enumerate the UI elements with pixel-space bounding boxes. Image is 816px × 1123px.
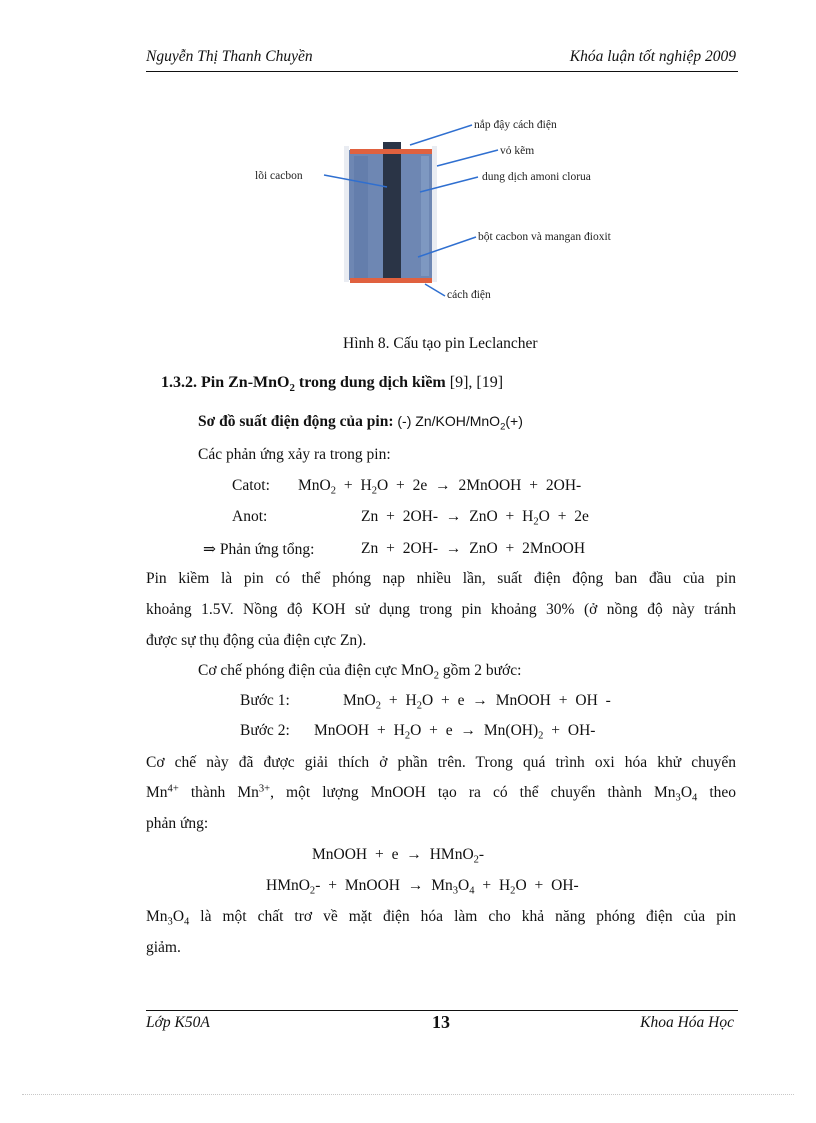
step2-equation: MnOOH + $H_2O + e \to Mn(OH)_2 + OH-$: [314, 722, 596, 742]
footer-right: Khoa Hóa Học: [640, 1014, 734, 1031]
overall-equation: Zn + 2OH- → ZnO + 2MnOOH: [361, 540, 586, 557]
para1-line1: Pin kiềm là pin có thể phóng nạp nhiều lần, suất điện động ban đầu của pin: [146, 570, 736, 587]
header-author: Nguyễn Thị Thanh Chuyền: [146, 48, 313, 65]
reactions-intro: Các phản ứng xảy ra trong pin:: [198, 446, 391, 463]
footer-rule: [146, 1010, 738, 1011]
label-electrolyte: dung dịch amoni clorua: [482, 171, 591, 183]
header-rule: [146, 71, 738, 72]
para2-line1: Cơ chế này đã được giải thích ở phần trên. Trong quá trình oxi hóa khử chuyển: [146, 754, 736, 771]
insulating-cap: [350, 149, 432, 154]
step2-label: Bước 2:: [240, 722, 290, 739]
header-title: Khóa luận tốt nghiệp 2009: [569, 48, 736, 65]
para1-line3: được sự thụ động của điện cực Zn).: [146, 632, 367, 649]
footer-left: Lớp K50A: [146, 1014, 210, 1031]
overall-label: ⇒ Phản ứng tổng:: [203, 541, 315, 558]
label-insulator: cách điện: [447, 289, 491, 301]
anode-label: Anot:: [232, 508, 268, 525]
section-heading: [161, 374, 503, 392]
para3-line1: $Mn_3O_4$ là một chất trơ về mặt điện hóa làm cho khả năng phóng điện của pin: [146, 908, 736, 928]
bottom-insulator: [350, 278, 432, 283]
scheme-label: Sơ đồ suất điện động của pin:: [198, 413, 394, 430]
para3-line2: giảm.: [146, 939, 181, 956]
section-number: 1.3.2.: [161, 374, 197, 391]
para2-line2: $Mn^{4+}$ thành $Mn^{3+}$, một lượng MnOOH tạo ra có thể chuyển thành $Mn_3O_4$ theo: [146, 783, 737, 804]
mechanism-intro: Cơ chế phóng điện của điện cực MnO$_2$ gồm 2 bước:: [198, 662, 522, 682]
section-refs: [9], [19]: [449, 374, 504, 391]
step1-label: Bước 1:: [240, 692, 290, 709]
zinc-shell-right: [432, 146, 437, 282]
battery-diagram: [250, 112, 640, 310]
section-title: Pin Zn-MnO$_2$ trong dung dịch kiềm: [201, 374, 446, 394]
label-cap: nắp đậy cách điện: [474, 119, 557, 131]
reaction-equation-1: MnOOH + e → HMnO$_2$-: [312, 846, 485, 866]
para1-line2: khoảng 1.5V. Nồng độ KOH sử dụng trong pin khoảng 30% (ở nồng độ này tránh: [146, 601, 736, 618]
cathode-label: Catot:: [232, 477, 270, 494]
carbon-core: [383, 142, 401, 280]
page-number: 13: [432, 1012, 450, 1032]
step1-equation: $MnO_2 + H_2O + e$ → MnOOH + OH -: [343, 692, 611, 712]
label-shell: vỏ kẽm: [500, 145, 535, 157]
zinc-shell-left: [344, 146, 349, 282]
page-bottom-dotted-line: [22, 1094, 794, 1095]
label-powder: bột cacbon và mangan đioxit: [478, 231, 611, 243]
reaction-equation-2: HMnO$_2$- + MnOOH → $Mn_3O_4 + H_2O + OH-$: [266, 877, 579, 897]
label-core: lõi cacbon: [255, 170, 303, 182]
anode-equation: Zn + 2OH- → ZnO + $H_2O + 2e$: [361, 508, 589, 528]
para2-line3: phản ứng:: [146, 815, 209, 832]
figure-caption: Hình 8. Cấu tạo pin Leclancher: [343, 335, 538, 352]
scheme-line: [198, 413, 523, 431]
scheme-formula: (-) Zn/KOH/MnO$_2$(+): [397, 413, 523, 433]
cathode-equation: $MnO_2 + H_2O + 2e$ → 2MnOOH + 2OH-: [298, 477, 582, 497]
